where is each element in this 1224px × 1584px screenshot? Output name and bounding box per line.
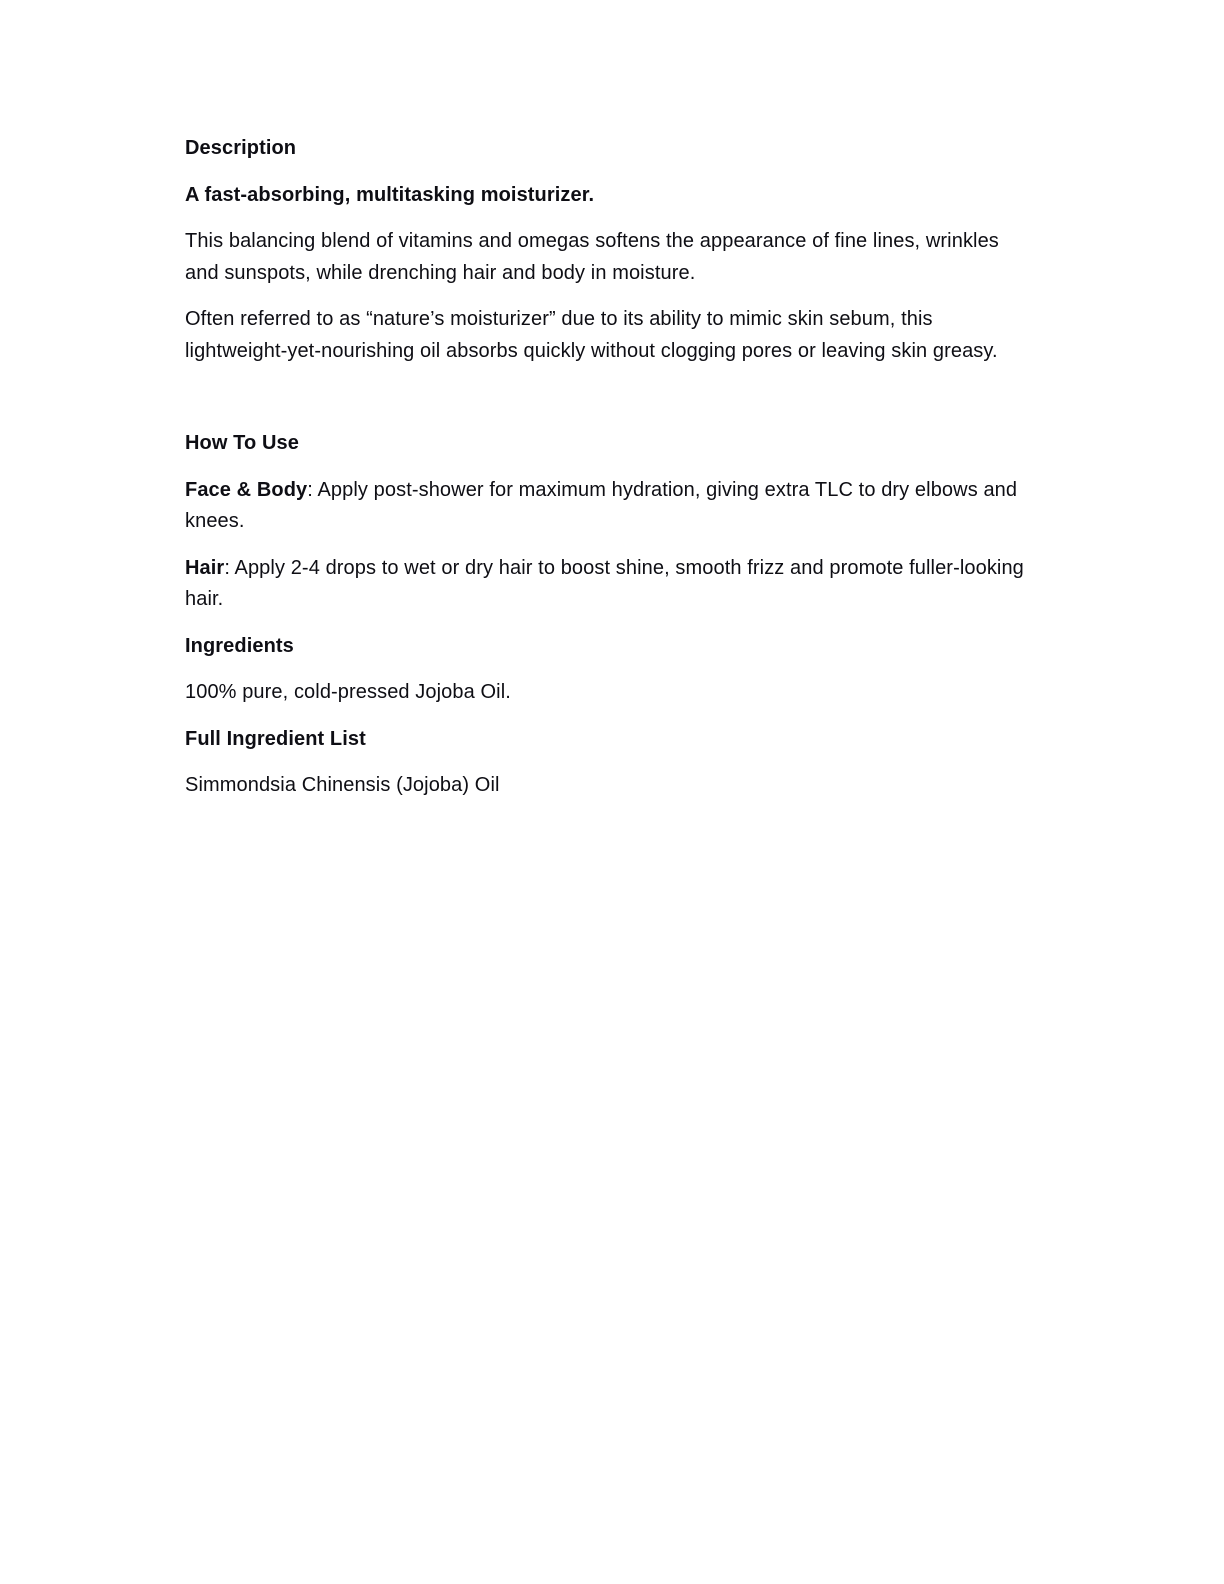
description-paragraph-2: Often referred to as “nature’s moisturizer” due to its ability to mimic skin sebum, this lightweight-yet-nourishing oil absorbs quickly without clogging pores or leaving skin greasy. [185,308,998,362]
section-spacer [185,382,1030,428]
description-paragraph-1: This balancing blend of vitamins and omegas softens the appearance of fine lines, wrinkles and sunspots, while drenching hair and body in moisture. [185,230,999,284]
description-tagline: A fast-absorbing, multitasking moisturizer. [185,183,595,206]
face-body-text: : Apply post-shower for maximum hydration, giving extra TLC to dry elbows and knees. [185,478,1018,532]
hair-label: Hair [185,556,225,579]
hair-instruction [185,553,1030,616]
description-heading: Description [185,137,297,159]
face-body-instruction [185,475,1030,538]
document-page [185,133,1030,817]
face-body-label: Face & Body [185,478,308,501]
full-ingredient-list-heading: Full Ingredient List [185,727,366,750]
how-to-use-heading: How To Use [185,432,299,454]
full-ingredient-list-text: Simmondsia Chinensis (Jojoba) Oil [185,774,500,796]
hair-text: : Apply 2-4 drops to wet or dry hair to boost shine, smooth frizz and promote fuller-looking hair. [185,556,1024,610]
ingredients-heading: Ingredients [185,634,294,657]
ingredients-text: 100% pure, cold-pressed Jojoba Oil. [185,681,511,703]
